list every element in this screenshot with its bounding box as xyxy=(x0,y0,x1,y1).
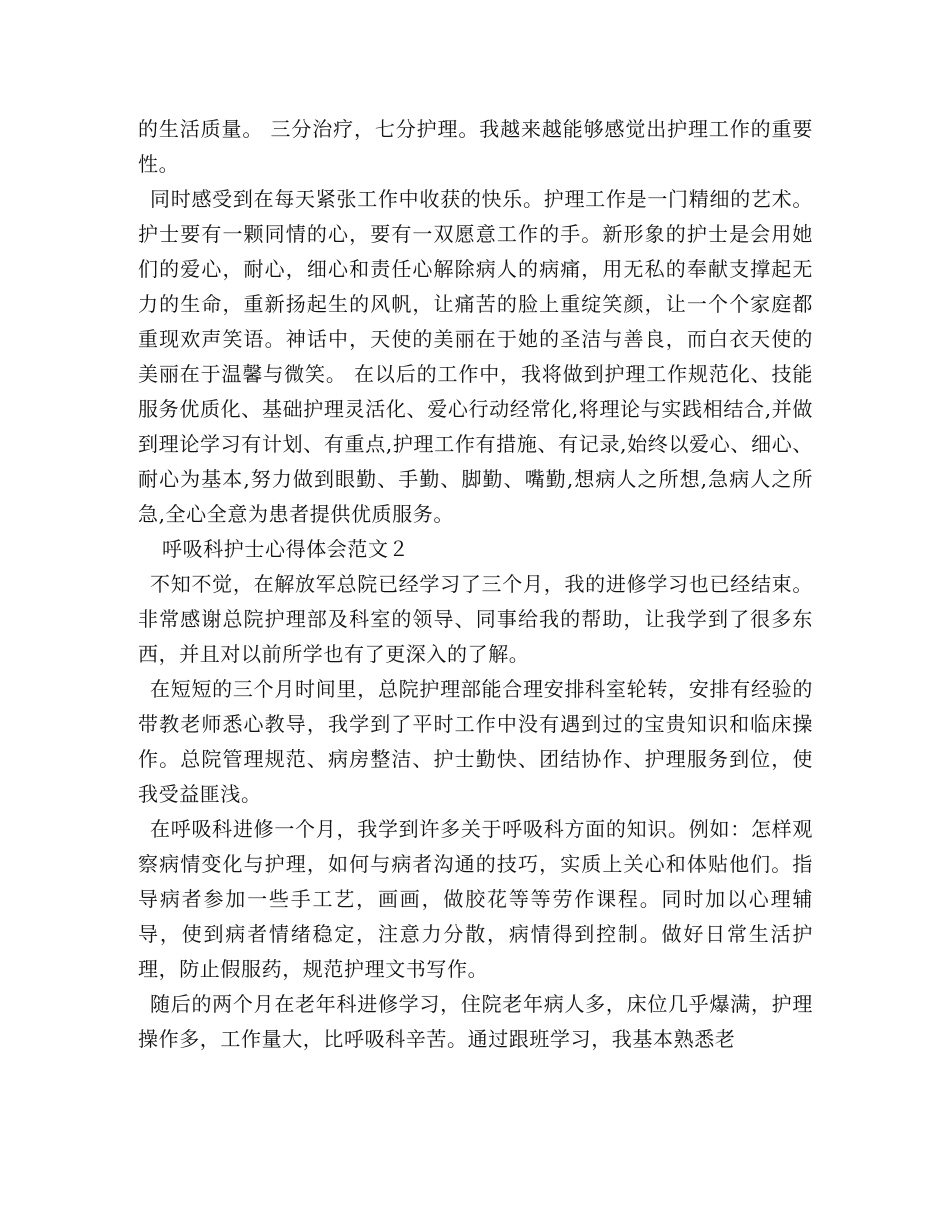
paragraph-6: 随后的两个月在老年科进修学习，住院老年病人多，床位几乎爆满，护理操作多，工作量大，比呼吸科辛苦。通过跟班学习，我基本熟悉老 xyxy=(138,992,813,1051)
paragraph-4: 在短短的三个月时间里，总院护理部能合理安排科室轮转，安排有经验的带教老师悉心教导，我学到了平时工作中没有遇到过的宝贵知识和临床操作。总院管理规范、病房整洁、护士勤快、团结协作、护理服务到位，使我受益匪浅。 xyxy=(138,677,813,806)
paragraph-3: 不知不觉，在解放军总院已经学习了三个月，我的进修学习也已经结束。非常感谢总院护理部及科室的领导、同事给我的帮助，让我学到了很多东西，并且对以前所学也有了更深入的了解。 xyxy=(138,572,813,666)
paragraph-5: 在呼吸科进修一个月，我学到许多关于呼吸科方面的知识。例如：怎样观察病情变化与护理，如何与病者沟通的技巧，实质上关心和体贴他们。指导病者参加一些手工艺，画画，做胶花等等劳作课程。同时加以心理辅导，使到病者情绪稳定，注意力分散，病情得到控制。做好日常生活护理，防止假服药，规范护理文书写作。 xyxy=(138,817,813,981)
section-heading: 呼吸科护士心得体会范文２ xyxy=(162,537,410,561)
paragraph-1: 的生活质量。 三分治疗，七分护理。我越来越能够感觉出护理工作的重要性。 xyxy=(138,117,813,176)
document-body xyxy=(138,112,813,1057)
paragraph-2: 同时感受到在每天紧张工作中收获的快乐。护理工作是一门精细的艺术。护士要有一颗同情的心，要有一双愿意工作的手。新形象的护士是会用她们的爱心，耐心，细心和责任心解除病人的病痛，用无私的奉献支撑起无力的生命，重新扬起生的风帆，让痛苦的脸上重绽笑颜，让一个个家庭都重现欢声笑语。神话中，天使的美丽在于她的圣洁与善良，而白衣天使的美丽在于温馨与微笑。 在以后的工作中，我将做到护理工作规范化、技能服务优质化、基础护理灵活化、爱心行动经常化,将理论与实践相结合,并做到理论学习有计划、有重点,护理工作有措施、有记录,始终以爱心、细心、耐心为基本,努力做到眼勤、手勤、脚勤、嘴勤,想病人之所想,急病人之所急,全心全意为患者提供优质服务。 xyxy=(138,187,813,526)
